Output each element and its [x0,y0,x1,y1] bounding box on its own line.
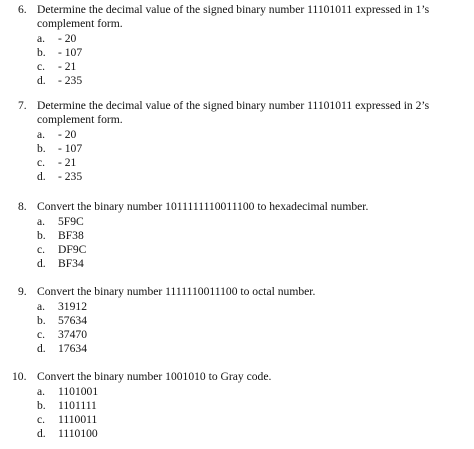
option-letter: d. [37,74,46,87]
option-letter: d. [37,257,46,270]
question-7 [0,99,474,183]
option-value: DF9C [58,243,87,256]
option-letter: d. [37,170,46,183]
question-9 [0,285,474,355]
option-value: BF34 [58,257,84,270]
option-letter: b. [37,399,46,412]
option-value: 17634 [58,342,87,355]
option-value: 1110011 [58,413,98,426]
option-value: - 235 [58,74,83,87]
option-letter: d. [37,427,46,440]
option-value: 31912 [58,300,87,313]
option-letter: b. [37,229,46,242]
option-value: 37470 [58,328,87,341]
option-letter: c. [37,243,46,256]
option-value: - 235 [58,170,83,183]
option-value: - 107 [58,46,83,59]
option-value: BF38 [58,229,84,242]
option-letter: b. [37,142,46,155]
question-text-continued: complement form. [37,17,123,30]
question-number: 10. [12,370,27,383]
option-value: - 20 [58,128,77,141]
question-text: Convert the binary number 1111110011100 to octal number. [37,285,316,298]
question-10-stem [0,370,474,384]
option-letter: a. [37,32,46,45]
option-letter: a. [37,385,46,398]
question-7-stem [0,99,474,113]
question-text: Determine the decimal value of the signed binary number 11101011 expressed in 1’s [37,3,430,16]
question-number: 7. [18,99,27,112]
question-number: 9. [18,285,27,298]
option-letter: c. [37,60,46,73]
option-value: - 20 [58,32,77,45]
option-value: 5F9C [58,215,84,228]
option-value: 1101111 [58,399,97,412]
question-number: 6. [18,3,27,16]
question-8 [0,200,474,270]
option-letter: c. [37,156,46,169]
question-number: 8. [18,200,27,213]
option-value: - 107 [58,142,83,155]
option-letter: a. [37,215,46,228]
option-letter: c. [37,413,46,426]
option-letter: a. [37,128,46,141]
question-10 [0,370,474,440]
option-value: 1101001 [58,385,99,398]
option-letter: b. [37,314,46,327]
question-9-stem [0,285,474,299]
option-letter: c. [37,328,46,341]
question-text-continued: complement form. [37,113,123,126]
option-letter: d. [37,342,46,355]
question-6 [0,3,474,87]
option-value: 1110100 [58,427,98,440]
option-value: 57634 [58,314,87,327]
question-text: Convert the binary number 1001010 to Gray code. [37,370,272,383]
question-6-stem [0,3,474,17]
option-value: - 21 [58,156,77,169]
option-letter: b. [37,46,46,59]
question-text: Determine the decimal value of the signed binary number 11101011 expressed in 2’s [37,99,430,112]
question-8-stem [0,200,474,214]
question-text: Convert the binary number 1011111110011100 to hexadecimal number. [37,200,369,213]
option-letter: a. [37,300,46,313]
option-value: - 21 [58,60,77,73]
